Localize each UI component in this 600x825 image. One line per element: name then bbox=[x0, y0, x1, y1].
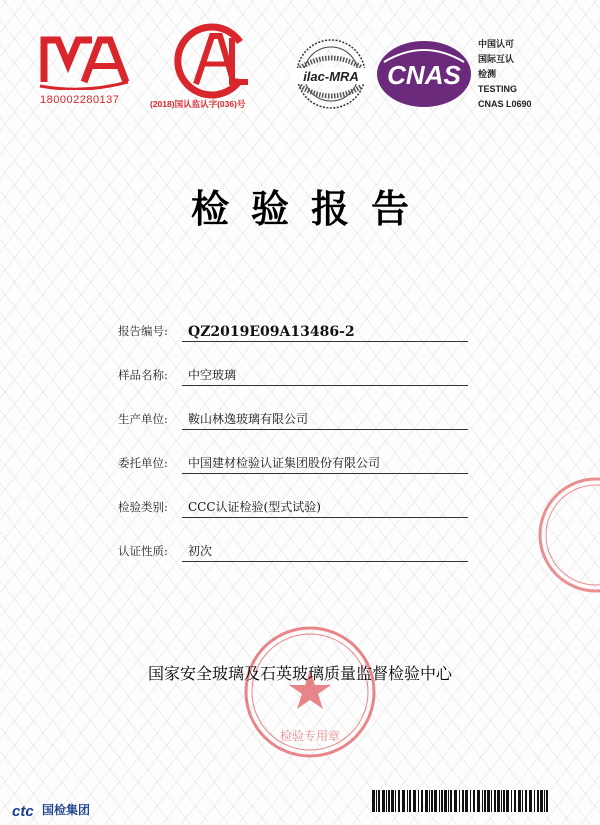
field-underline bbox=[182, 561, 468, 562]
barcode-bar bbox=[402, 790, 405, 812]
seal-text: 检验专用章 bbox=[279, 729, 341, 743]
barcode-bar bbox=[434, 790, 437, 812]
field-value: 中国建材检验认证集团股份有限公司 bbox=[188, 456, 381, 470]
field-sample-name bbox=[118, 362, 468, 386]
field-certification-nature bbox=[118, 538, 468, 562]
field-value: CCC认证检验(型式试验) bbox=[188, 500, 321, 514]
barcode-bar bbox=[537, 790, 539, 812]
barcode-bar bbox=[391, 790, 394, 812]
barcode-bar bbox=[439, 790, 440, 812]
barcode-bar bbox=[482, 790, 483, 812]
barcode-bar bbox=[546, 790, 548, 812]
field-client bbox=[118, 450, 468, 474]
barcode-bar bbox=[506, 790, 509, 812]
barcode-bar bbox=[378, 790, 380, 812]
barcode-bar bbox=[497, 790, 500, 812]
field-report-number bbox=[118, 318, 468, 342]
cma-logo-icon bbox=[38, 30, 130, 90]
barcode-bar bbox=[522, 790, 523, 812]
barcode-bar bbox=[465, 790, 468, 812]
barcode-bar bbox=[421, 790, 423, 812]
barcode-bar bbox=[473, 790, 475, 812]
field-underline bbox=[182, 341, 468, 342]
barcode-bar bbox=[518, 790, 521, 812]
ilac-mra-logo-icon bbox=[286, 34, 376, 116]
field-label: 生产单位: bbox=[118, 412, 168, 426]
barcode-bar bbox=[450, 790, 452, 812]
barcode-bar bbox=[382, 790, 385, 812]
cnas-mark-text: CNAS bbox=[387, 60, 461, 90]
cal-logo-icon bbox=[172, 20, 254, 102]
barcode-bar bbox=[470, 790, 471, 812]
cal-approval-caption: (2018)国认监认字(036)号 bbox=[150, 99, 246, 109]
cnas-line: TESTING bbox=[478, 84, 518, 94]
field-underline bbox=[182, 429, 468, 430]
barcode-bar bbox=[398, 790, 400, 812]
barcode-bar bbox=[448, 790, 449, 812]
official-seal-icon bbox=[240, 622, 380, 762]
barcode-bar bbox=[395, 790, 396, 812]
report-title: 检验报告 bbox=[190, 186, 431, 231]
cnas-line: 国际互认 bbox=[478, 54, 515, 64]
barcode-bar bbox=[487, 790, 490, 812]
barcode-bar bbox=[462, 790, 464, 812]
barcode-bar bbox=[540, 790, 543, 812]
barcode-bar bbox=[529, 790, 532, 812]
cnas-accreditation-text bbox=[478, 37, 588, 112]
barcode-bar bbox=[407, 790, 408, 812]
barcode-bar bbox=[429, 790, 430, 812]
field-value: 鞍山林逸玻璃有限公司 bbox=[188, 412, 309, 426]
field-label: 样品名称: bbox=[118, 368, 168, 382]
field-value: 初次 bbox=[188, 544, 213, 558]
barcode-bar bbox=[418, 790, 419, 812]
cnas-line: 检测 bbox=[478, 69, 497, 79]
barcode-bar bbox=[525, 790, 527, 812]
field-underline bbox=[182, 473, 468, 474]
barcode-bar bbox=[409, 790, 411, 812]
field-label: 认证性质: bbox=[118, 544, 168, 558]
barcode-bar bbox=[477, 790, 480, 812]
barcode-bar bbox=[514, 790, 516, 812]
barcode-bar bbox=[454, 790, 457, 812]
field-value: QZ2019E09A13486-2 bbox=[188, 324, 355, 340]
barcode-bar bbox=[503, 790, 505, 812]
field-underline bbox=[182, 385, 468, 386]
barcode-bar bbox=[413, 790, 416, 812]
cnas-line: 中国认可 bbox=[478, 39, 515, 49]
barcode-bar bbox=[388, 790, 390, 812]
barcode-bar bbox=[372, 790, 375, 812]
barcode-bar bbox=[511, 790, 512, 812]
field-label: 报告编号: bbox=[118, 324, 168, 338]
partial-seal-icon bbox=[532, 470, 600, 600]
barcode-icon bbox=[372, 790, 552, 812]
barcode-bar bbox=[386, 790, 387, 812]
cma-certificate-number: 180002280137 bbox=[40, 94, 120, 106]
barcode-bar bbox=[491, 790, 492, 812]
cnas-line: CNAS L0690 bbox=[478, 99, 532, 109]
barcode-bar bbox=[376, 790, 377, 812]
brand-name: 国检集团 bbox=[42, 803, 91, 817]
field-value: 中空玻璃 bbox=[188, 368, 237, 382]
ctc-mark-text: ctc bbox=[12, 803, 34, 820]
barcode-bar bbox=[431, 790, 433, 812]
field-underline bbox=[182, 517, 468, 518]
issuing-organization: 国家安全玻璃及石英玻璃质量监督检验中心 bbox=[147, 664, 452, 683]
barcode-bar bbox=[544, 790, 545, 812]
barcode-bar bbox=[425, 790, 428, 812]
field-label: 检验类别: bbox=[118, 500, 168, 514]
field-inspection-type bbox=[118, 494, 468, 518]
barcode-bar bbox=[484, 790, 486, 812]
barcode-bar bbox=[534, 790, 535, 812]
field-manufacturer bbox=[118, 406, 468, 430]
field-label: 委托单位: bbox=[118, 456, 168, 470]
barcode-bar bbox=[441, 790, 443, 812]
barcode-bar bbox=[494, 790, 496, 812]
ilac-mark-text: ilac-MRA bbox=[303, 69, 359, 84]
cnas-logo-icon bbox=[374, 38, 474, 110]
barcode-bar bbox=[459, 790, 460, 812]
barcode-bar bbox=[501, 790, 502, 812]
barcode-bar bbox=[444, 790, 447, 812]
